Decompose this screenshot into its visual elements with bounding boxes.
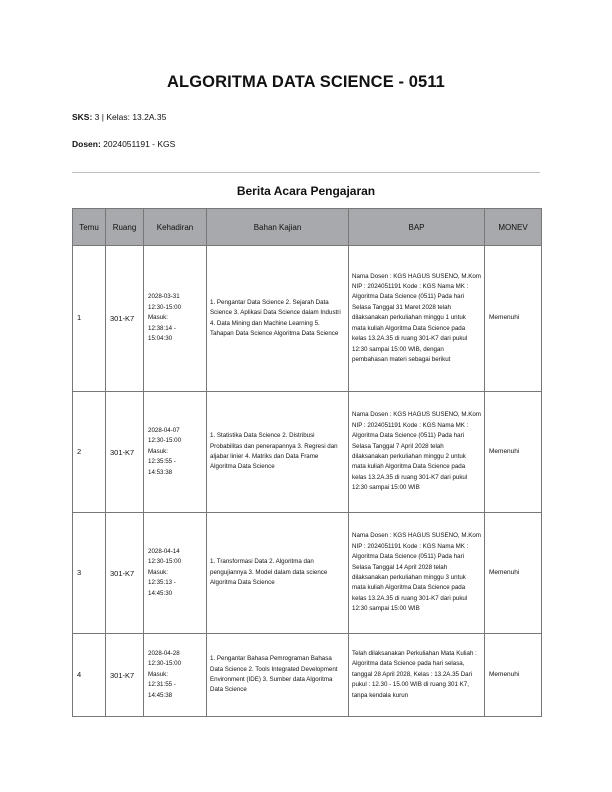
kehadiran-masuk-label: Masuk: [148,670,168,678]
kehadiran-schedule: 12:30-15:00 [148,558,182,566]
cell-kehadiran [144,246,207,392]
kehadiran-check-in: 12:38:14 - [148,324,176,332]
cell-ruang: 301-K7 [106,513,144,634]
cell-bap: Nama Dosen : KGS HAGUS SUSENO, M.Kom NIP : 2024051191 Kode : KGS Nama MK : Algoritma Data Science (0511) Pada hari Selasa Tanggal 14 April 2028 telah dilaksanakan perkuliahan minggu 3 untuk mata kuliah Algoritma Data Science pada kelas 13.2A.35 di ruang 301-K7 dari pukul 12:30 sampai 15:00 WIB [349,513,485,634]
kehadiran-schedule: 12:30-15:00 [148,303,182,311]
cell-temu: 1 [73,246,106,392]
kehadiran-date: 2028-04-28 [148,649,180,657]
cell-bap: Nama Dosen : KGS HAGUS SUSENO, M.Kom NIP : 2024051191 Kode : KGS Nama MK : Algoritma Data Science (0511) Pada hari Selasa Tanggal 31 Maret 2028 telah dilaksanakan perkuliahan minggu 1 untuk mata kuliah Algoritma Data Science pada kelas 13.2A.35 di ruang 301-K7 dari pukul 12:30 sampai 15:00 WIB, dengan pembahasan materi sebagai berikut [349,246,485,392]
attendance-table [72,208,542,717]
kehadiran-schedule: 12:30-15:00 [148,660,182,668]
header-kehadiran: Kehadiran [144,209,207,246]
cell-bahan-kajian: 1. Transformasi Data 2. Algoritma dan pengujiannya 3. Model dalam data science Algoritma Data Science [207,513,349,634]
section-title: Berita Acara Pengajaran [236,184,376,198]
cell-monev: Memenuhi [485,246,542,392]
cell-kehadiran [144,634,207,717]
document-title: ALGORITMA DATA SCIENCE - 0511 [167,73,445,91]
kehadiran-schedule: 12:30-15:00 [148,437,182,445]
cell-kehadiran [144,513,207,634]
cell-temu: 4 [73,634,106,717]
cell-ruang: 301-K7 [106,392,144,513]
cell-temu: 2 [73,392,106,513]
header-monev: MONEV [485,209,542,246]
header-temu: Temu [73,209,106,246]
cell-ruang: 301-K7 [106,246,144,392]
table-row [73,513,542,634]
kehadiran-masuk-label: Masuk: [148,568,168,576]
cell-bap: Telah dilaksanakan Perkuliahan Mata Kuliah : Algoritma data Science pada hari selasa, tanggal 28 April 2028, Kelas : 13.2A.35 Dari pukul : 12.30 - 15.00 WIB di ruang 301 K7, tanpa kendala kurun [349,634,485,717]
cell-ruang: 301-K7 [106,634,144,717]
kehadiran-date: 2028-04-07 [148,426,180,434]
cell-bap: Nama Dosen : KGS HAGUS SUSENO, M.Kom NIP : 2024051191 Kode : KGS Nama MK : Algoritma Data Science (0511) Pada hari Selasa Tanggal 7 April 2028 telah dilaksanakan perkuliahan minggu 2 untuk mata kuliah Algoritma Data Science pada kelas 13.2A.35 di ruang 301-K7 dari pukul 12:30 sampai 15:00 WIB [349,392,485,513]
table-header-row [73,209,542,246]
header-bahan-kajian: Bahan Kajian [207,209,349,246]
cell-monev: Memenuhi [485,392,542,513]
dosen-value: 2024051191 - KGS [100,139,176,149]
kehadiran-check-out: 15:04:30 [148,335,173,343]
cell-bahan-kajian: 1. Statistika Data Science 2. Distribusi Probabilitas dan penerapannya 3. Regresi dan aljabar linier 4. Matriks dan Data Frame Algoritma Data Science [207,392,349,513]
cell-bahan-kajian: 1. Pengantar Bahasa Pemrograman Bahasa Data Science 2. Tools Integrated Development Environment (IDE) 3. Sumber data Algoritma Data Science [207,634,349,717]
course-meta-dosen [72,139,175,149]
kehadiran-masuk-label: Masuk: [148,314,168,322]
cell-monev: Memenuhi [485,634,542,717]
table-row [73,634,542,717]
kehadiran-check-out: 14:45:38 [148,691,173,699]
kehadiran-date: 2028-03-31 [148,293,180,301]
cell-kehadiran [144,392,207,513]
divider [72,172,540,173]
table-row [73,246,542,392]
sks-kelas-value: 3 | Kelas: 13.2A.35 [92,112,167,122]
cell-bahan-kajian: 1. Pengantar Data Science 2. Sejarah Data Science 3. Aplikasi Data Science dalam Industri 4. Data Mining dan Machine Learning 5. Tahapan Data Science Algoritma Data Science [207,246,349,392]
kehadiran-check-out: 14:45:30 [148,589,173,597]
cell-monev: Memenuhi [485,513,542,634]
kehadiran-check-out: 14:53:38 [148,468,173,476]
header-ruang: Ruang [106,209,144,246]
course-meta-sks-kelas [72,112,166,122]
table-row [73,392,542,513]
sks-label: SKS: [72,112,93,122]
kehadiran-check-in: 12:31:55 - [148,681,176,689]
dosen-label: Dosen: [72,139,101,149]
kehadiran-date: 2028-04-14 [148,547,180,555]
cell-temu: 3 [73,513,106,634]
header-bap: BAP [349,209,485,246]
kehadiran-masuk-label: Masuk: [148,447,168,455]
kehadiran-check-in: 12:35:55 - [148,458,176,466]
kehadiran-check-in: 12:35:13 - [148,579,176,587]
